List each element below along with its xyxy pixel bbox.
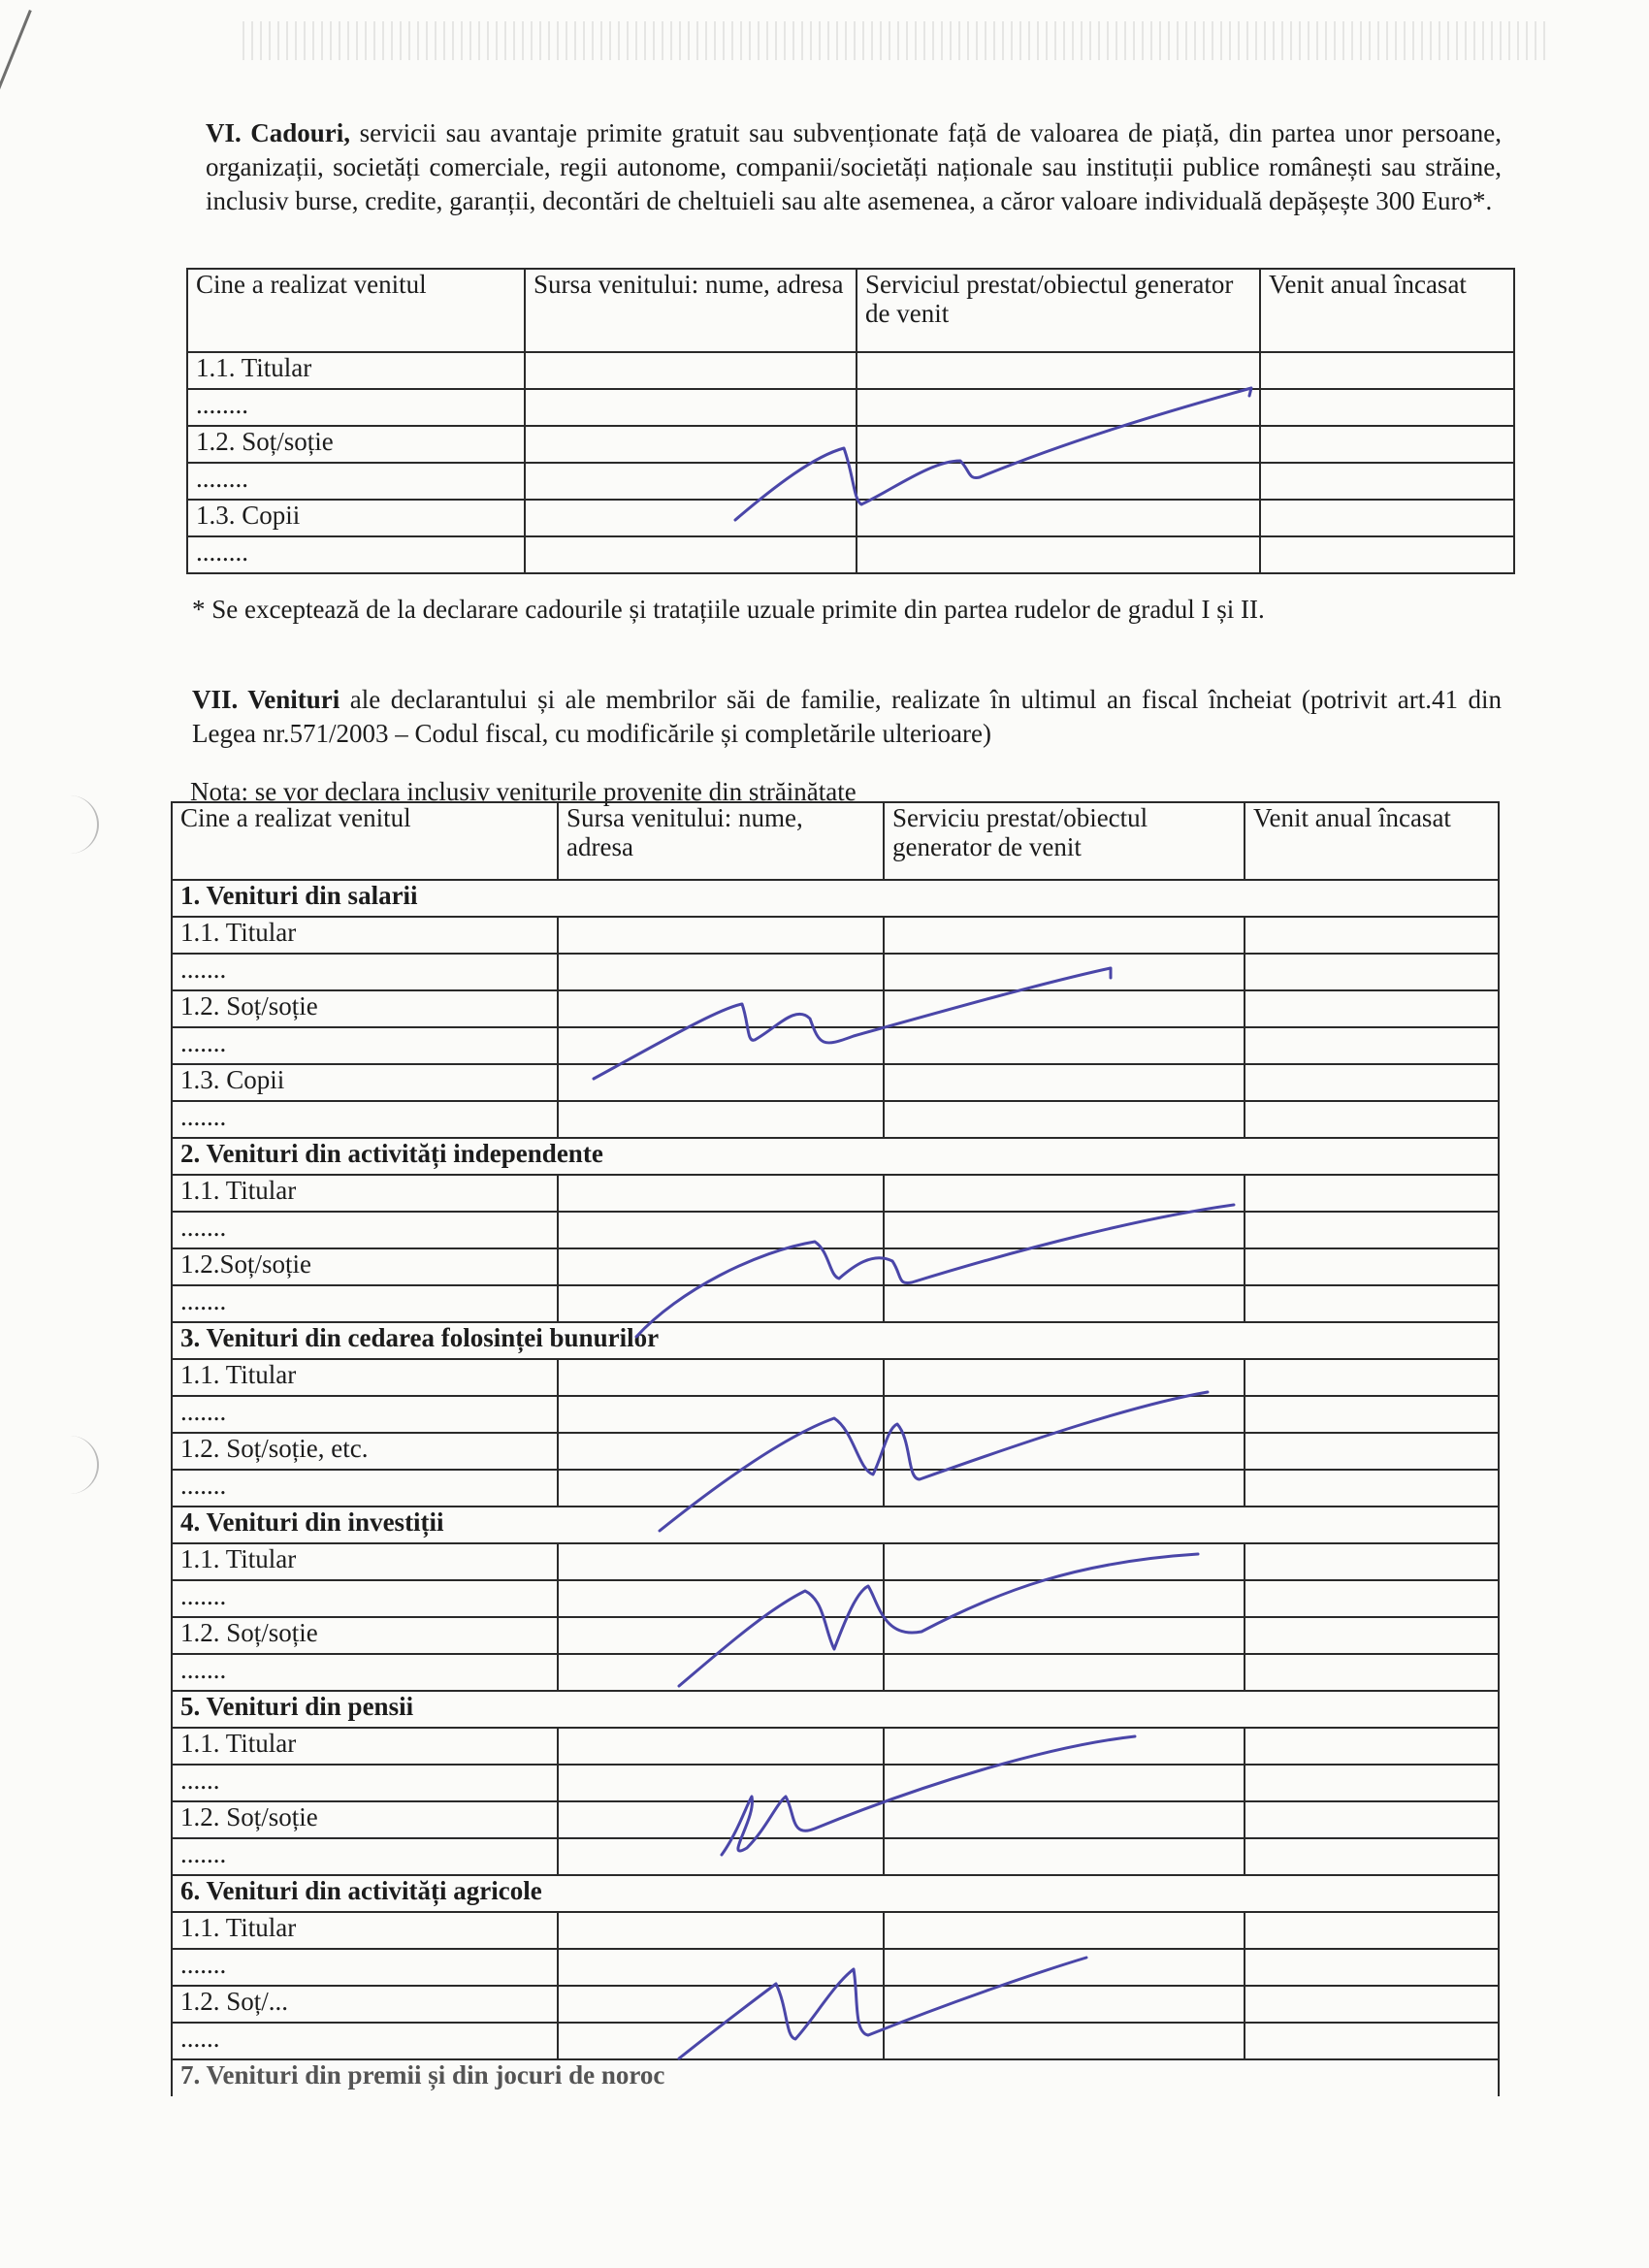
row-label: ........ [187,536,525,573]
row-label: ...... [172,2023,558,2059]
row-label: ....... [172,1580,558,1617]
group-heading-row [172,2059,1499,2096]
section-7-title: VII. Venituri [192,685,340,714]
header-cell: Cine a realizat venitul [187,269,525,352]
row-label: ....... [172,1470,558,1507]
row-label: ........ [187,389,525,426]
row-label: ....... [172,1838,558,1875]
table-row [187,389,1514,426]
group-heading: 3. Venituri din cedarea folosinței bunurilor [172,1322,1499,1359]
row-label: ....... [172,1654,558,1691]
table-row [172,954,1499,990]
header-cell: Sursa venitului: nume, adresa [558,802,884,880]
row-label: 1.2. Soț/soție [187,426,525,463]
punch-hole [58,1436,99,1494]
group-heading-row [172,1322,1499,1359]
row-label: 1.3. Copii [187,500,525,536]
header-cell: Venit anual încasat [1245,802,1499,880]
section-7-nota: Nota: se vor declara inclusiv veniturile provenite din străinătate [190,777,857,806]
table-row [172,1728,1499,1765]
table-row [172,1801,1499,1838]
table-row [172,1543,1499,1580]
table-header-row [172,802,1499,880]
group-heading: 1. Venituri din salarii [172,880,1499,917]
row-label: 1.1. Titular [187,352,525,389]
row-label: ....... [172,1212,558,1248]
group-heading: 4. Venituri din investiții [172,1507,1499,1543]
header-cell: Sursa venitului: nume, adresa [525,269,857,352]
punch-hole [58,795,99,854]
row-label: 1.1. Titular [172,1359,558,1396]
group-heading-row [172,1507,1499,1543]
row-label: ...... [172,1765,558,1801]
table-row [172,1064,1499,1101]
row-label: 1.2. Soț/soție, etc. [172,1433,558,1470]
row-label: ........ [187,463,525,500]
section-7-table [171,801,1500,2096]
row-label: 1.2. Soț/soție [172,1801,558,1838]
group-heading-row [172,1138,1499,1175]
row-label: ....... [172,1396,558,1433]
table-row [187,500,1514,536]
table-row [172,1101,1499,1138]
table-row [172,1617,1499,1654]
table-row [172,1654,1499,1691]
row-label: 1.2. Soț/... [172,1986,558,2023]
section-7-text: ale declarantului și ale membrilor săi de familie, realizate în ultimul an fiscal încheiat (potrivit art.41 din Legea nr.571/2003 – Codul fiscal, cu modificările și completările ulterioare) [192,685,1503,748]
header-cell: Cine a realizat venitul [172,802,558,880]
group-heading-row [172,1875,1499,1912]
table-row [172,990,1499,1027]
group-heading: 7. Venituri din premii și din jocuri de noroc [172,2059,1499,2096]
row-label: 1.3. Copii [172,1064,558,1101]
row-label: ....... [172,1027,558,1064]
group-heading-row [172,880,1499,917]
table-row [172,1359,1499,1396]
table-header-row [187,269,1514,352]
table-row [172,1175,1499,1212]
section-7-intro [192,683,1502,751]
header-cell: Serviciul prestat/obiectul generator de venit [857,269,1260,352]
table-row [187,536,1514,573]
row-label: 1.1. Titular [172,1912,558,1949]
table-row [187,463,1514,500]
table-row [172,1285,1499,1322]
section-6-intro [206,116,1502,218]
table-row [172,917,1499,954]
scan-noise [242,21,1552,60]
row-label: 1.1. Titular [172,1728,558,1765]
table-row [172,1949,1499,1986]
table-row [172,1212,1499,1248]
row-label: 1.2. Soț/soție [172,990,558,1027]
table-row [172,1396,1499,1433]
header-cell: Serviciu prestat/obiectul generator de venit [884,802,1245,880]
table-row [172,1838,1499,1875]
row-label: ....... [172,954,558,990]
group-heading: 6. Venituri din activități agricole [172,1875,1499,1912]
table-row [187,426,1514,463]
section-6-text: servicii sau avantaje primite gratuit sau subvenționate față de valoarea de piață, din partea unor persoane, organizații, societăți comerciale, regii autonome, companii/societăți naționale sau instituții publice românești sau străine, inclusiv burse, credite, garanții, decontări de cheltuieli sau alte asemenea, a căror valoare individuală depășește 300 Euro*. [206,118,1503,215]
row-label: 1.2.Soț/soție [172,1248,558,1285]
row-label: 1.1. Titular [172,1543,558,1580]
row-label: 1.1. Titular [172,1175,558,1212]
table-row [172,2023,1499,2059]
table-row [172,1765,1499,1801]
table-row [187,352,1514,389]
header-cell: Venit anual încasat [1260,269,1514,352]
table-row [172,1433,1499,1470]
table-row [172,1027,1499,1064]
section-6-footnote: * Se exceptează de la declarare cadourile și tratațiile uzuale primite din partea rudelor de gradul I și II. [192,595,1265,624]
row-label: ....... [172,1101,558,1138]
group-heading: 2. Venituri din activități independente [172,1138,1499,1175]
margin-stroke [0,10,32,389]
table-row [172,1470,1499,1507]
row-label: 1.2. Soț/soție [172,1617,558,1654]
table-row [172,1986,1499,2023]
row-label: ....... [172,1949,558,1986]
section-6-title: VI. Cadouri, [206,118,351,147]
table-row [172,1912,1499,1949]
table-row [172,1248,1499,1285]
table-row [172,1580,1499,1617]
section-6-table [186,268,1515,574]
group-heading: 5. Venituri din pensii [172,1691,1499,1728]
row-label: ....... [172,1285,558,1322]
row-label: 1.1. Titular [172,917,558,954]
group-heading-row [172,1691,1499,1728]
